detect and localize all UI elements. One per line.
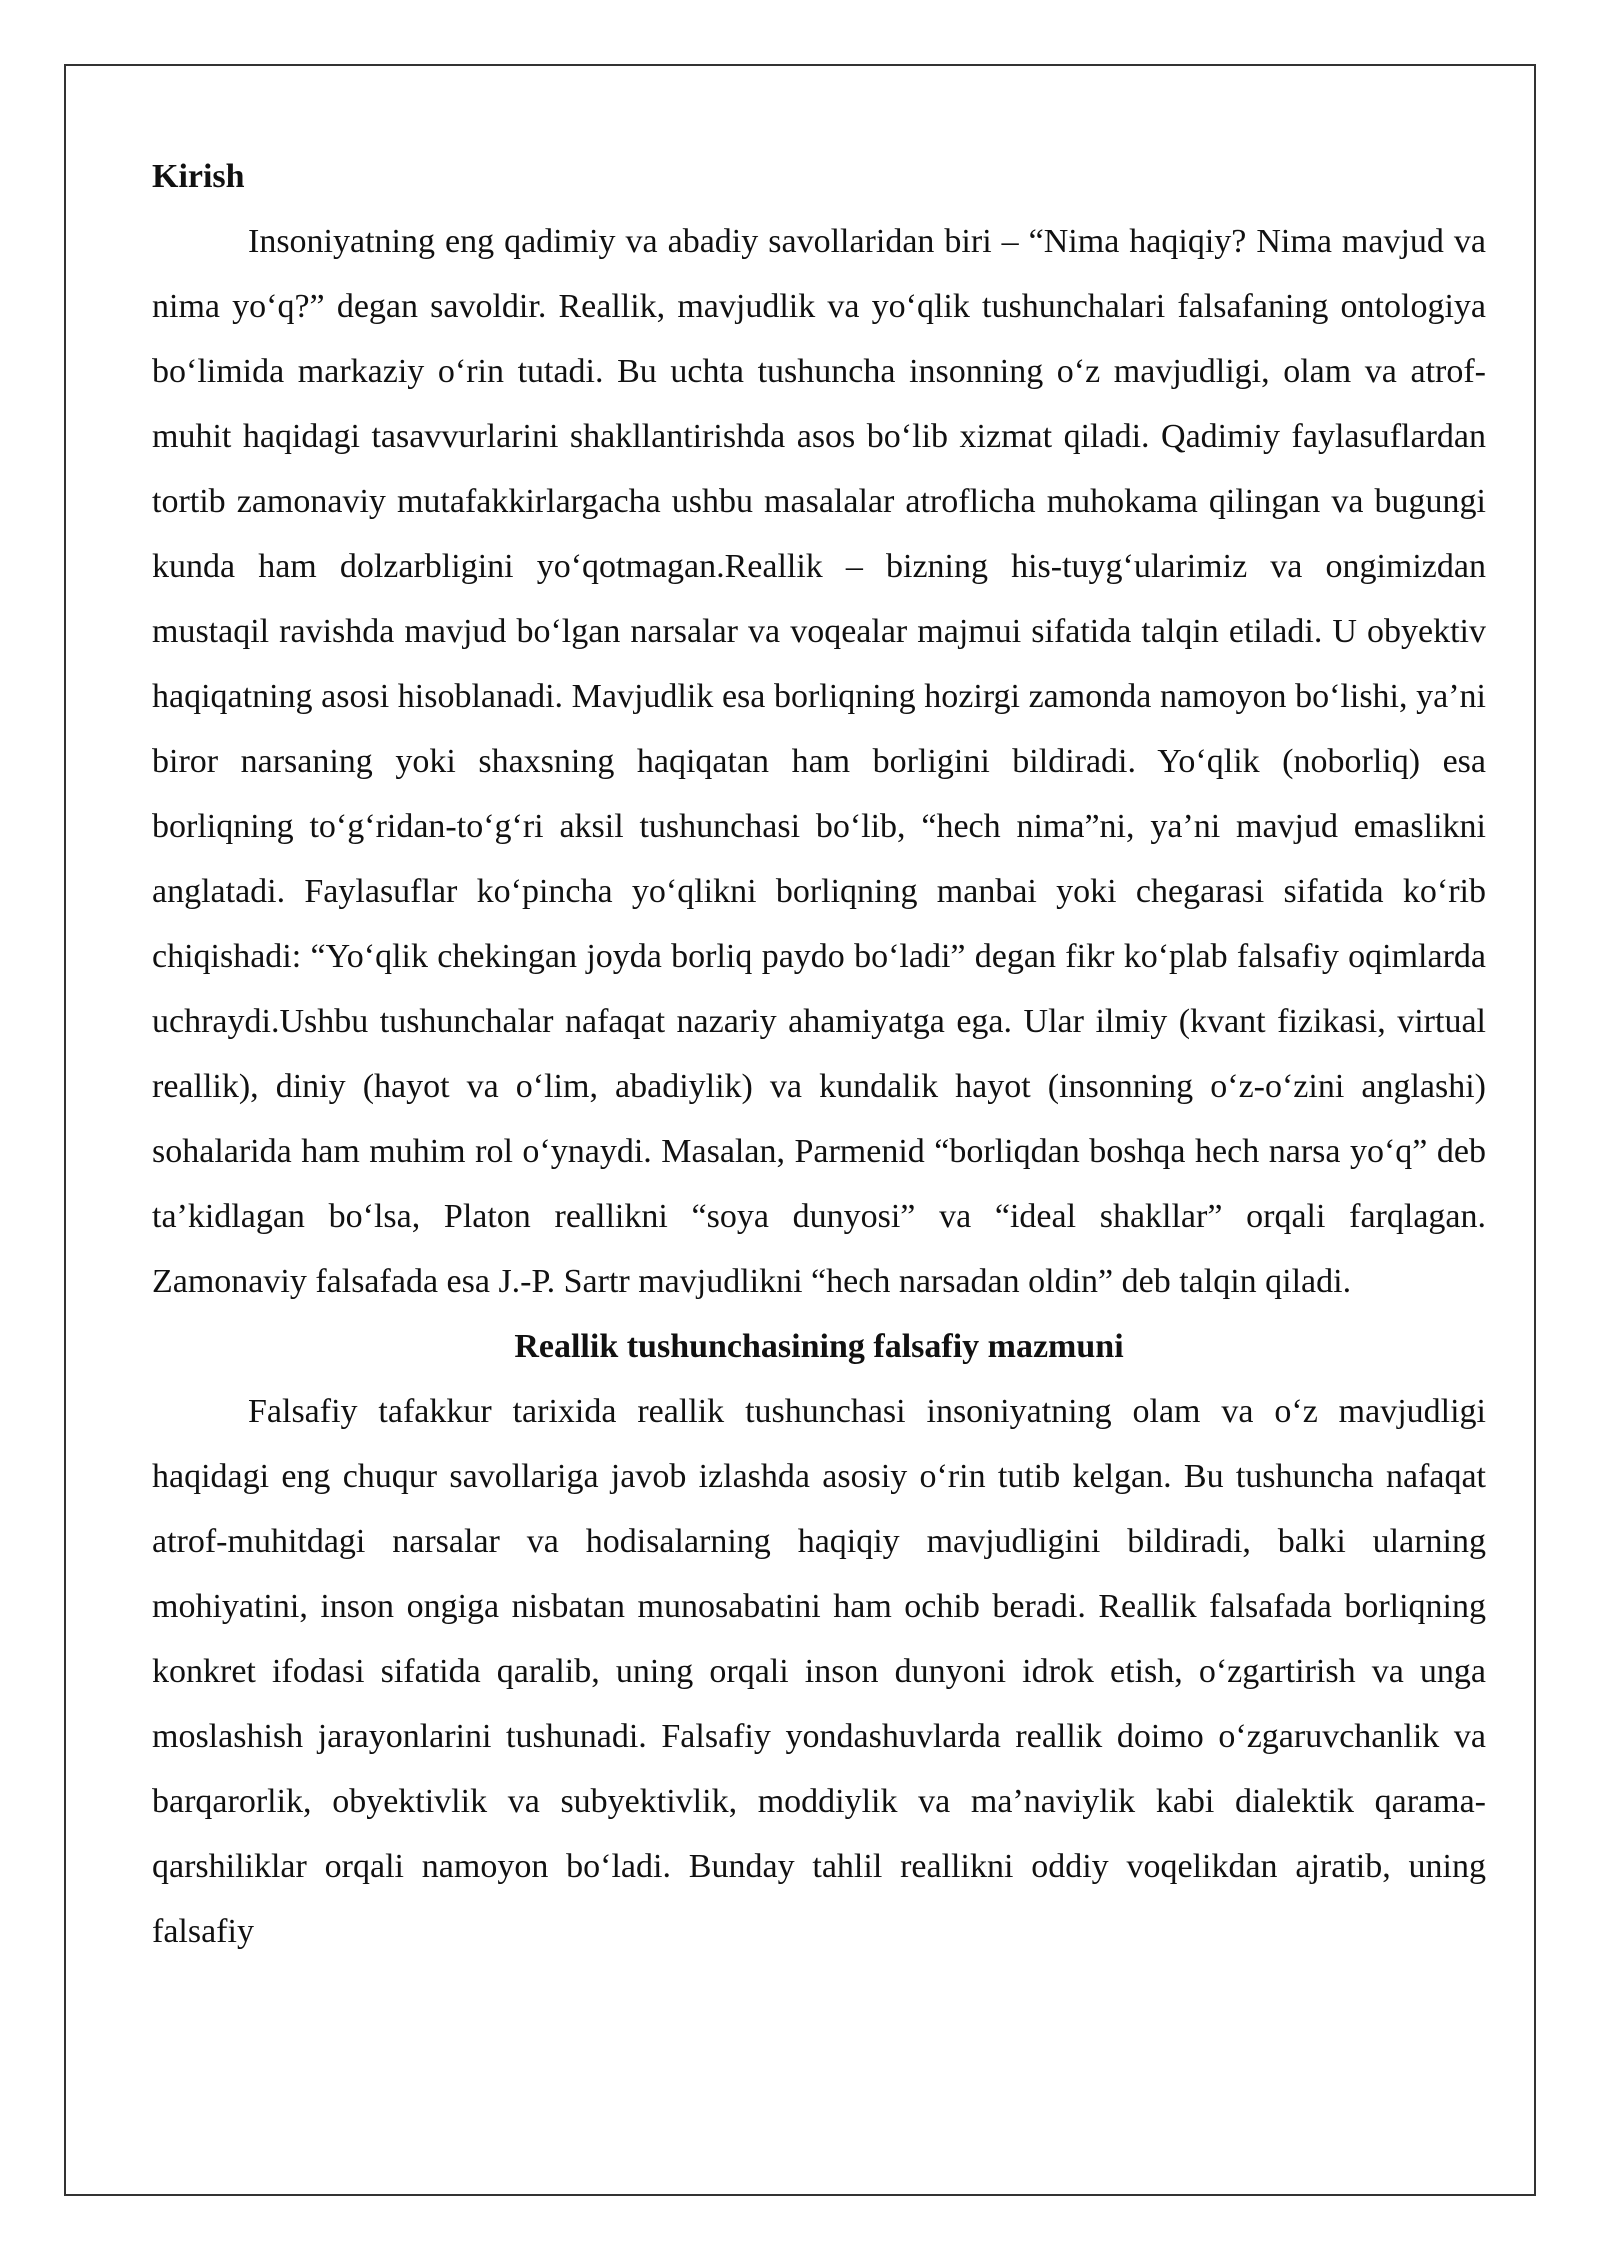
document-body xyxy=(152,144,1486,1964)
section-heading-reallik: Reallik tushunchasining falsafiy mazmuni xyxy=(514,1328,1124,1365)
body-paragraph-reallik: Falsafiy tafakkur tarixida reallik tushunchasi insoniyatning olam va o‘z mavjudligi haqidagi eng chuqur savollariga javob izlashda asosiy o‘rin tutib kelgan. Bu tushuncha nafaqat atrof-muhitdagi narsalar va hodisalarning haqiqiy mavjudligini bildiradi, balki ularning mohiyatini, inson ongiga nisbatan munosabatini ham ochib beradi. Reallik falsafada borliqning konkret ifodasi sifatida qaralib, uning orqali inson dunyoni idrok etish, o‘zgartirish va unga moslashish jarayonlarini tushunadi. Falsafiy yondashuvlarda reallik doimo o‘zgaruvchanlik va barqarorlik, obyektivlik va subyektivlik, moddiylik va ma’naviylik kabi dialektik qarama-qarshiliklar orqali namoyon bo‘ladi. Bunday tahlil reallikni oddiy voqelikdan ajratib, uning falsafiy xyxy=(152,1393,1486,1950)
section-heading-kirish: Kirish xyxy=(152,158,245,195)
body-paragraph-intro: Insoniyatning eng qadimiy va abadiy savollaridan biri – “Nima haqiqiy? Nima mavjud va nima yo‘q?” degan savoldir. Reallik, mavjudlik va yo‘qlik tushunchalari falsafaning ontologiya bo‘limida markaziy o‘rin tutadi. Bu uchta tushuncha insonning o‘z mavjudligi, olam va atrof-muhit haqidagi tasavvurlarini shakllantirishda asos bo‘lib xizmat qiladi. Qadimiy faylasuflardan tortib zamonaviy mutafakkirlargacha ushbu masalalar atroflicha muhokama qilingan va bugungi kunda ham dolzarbligini yo‘qotmagan.Reallik – bizning his-tuyg‘ularimiz va ongimizdan mustaqil ravishda mavjud bo‘lgan narsalar va voqealar majmui sifatida talqin etiladi. U obyektiv haqiqatning asosi hisoblanadi. Mavjudlik esa borliqning hozirgi zamonda namoyon bo‘lishi, ya’ni biror narsaning yoki shaxsning haqiqatan ham borligini bildiradi. Yo‘qlik (noborliq) esa borliqning to‘g‘ridan-to‘g‘ri aksil tushunchasi bo‘lib, “hech nima”ni, ya’ni mavjud emaslikni anglatadi. Faylasuflar ko‘pincha yo‘qlikni borliqning manbai yoki chegarasi sifatida ko‘rib chiqishadi: “Yo‘qlik chekingan joyda borliq paydo bo‘ladi” degan fikr ko‘plab falsafiy oqimlarda uchraydi.Ushbu tushunchalar nafaqat nazariy ahamiyatga ega. Ular ilmiy (kvant fizikasi, virtual reallik), diniy (hayot va o‘lim, abadiylik) va kundalik hayot (insonning o‘z-o‘zini anglashi) sohalarida ham muhim rol o‘ynaydi. Masalan, Parmenid “borliqdan boshqa hech narsa yo‘q” deb ta’kidlagan bo‘lsa, Platon reallikni “soya dunyosi” va “ideal shakllar” orqali farqlagan. Zamonaviy falsafada esa J.-P. Sartr mavjudlikni “hech narsadan oldin” deb talqin qiladi. xyxy=(152,223,1486,1300)
